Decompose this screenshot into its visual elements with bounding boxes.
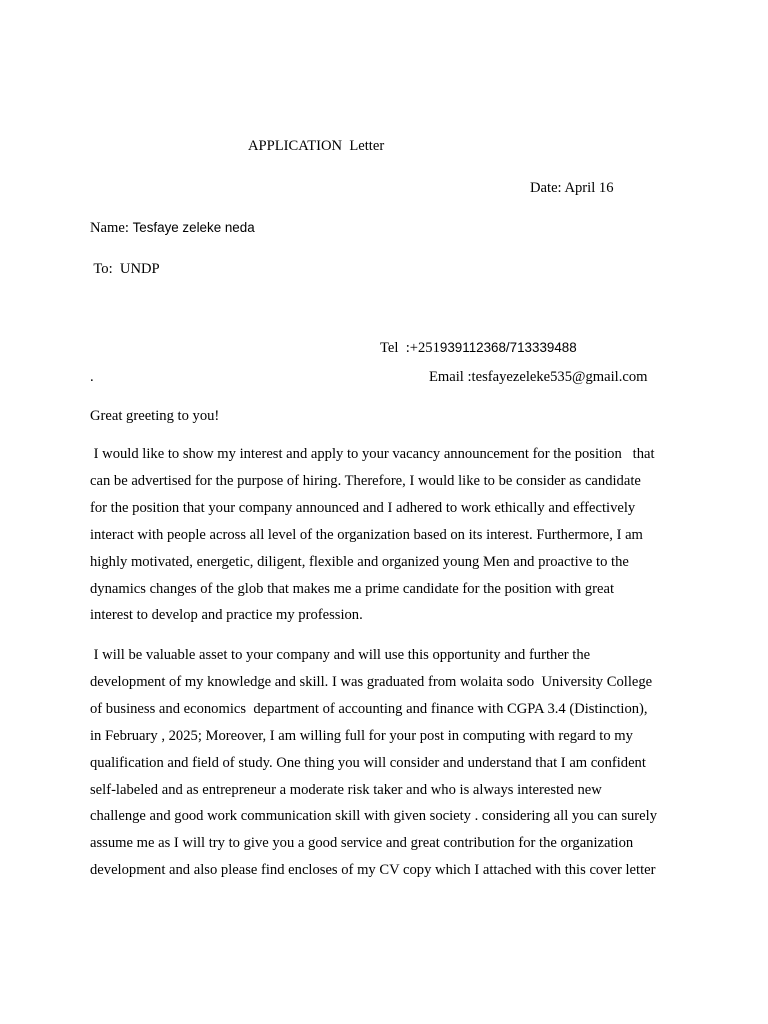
recipient: To: UNDP [90,261,160,277]
sender-name [90,219,255,237]
email: Email :tesfayezeleke535@gmail.com [429,369,648,385]
paragraph-line: highly motivated, energetic, diligent, flexible and organized young Men and proactive to the [90,553,629,570]
paragraph-line: I would like to show my interest and apply to your vacancy announcement for the position that [90,446,655,462]
paragraph-line: development and also please find encloses of my CV copy which I attached with this cover letter [90,862,656,879]
paragraph-line: dynamics changes of the glob that makes me a prime candidate for the position with great [90,580,614,597]
paragraph-interest [90,441,690,629]
paragraph-line: of business and economics department of accounting and finance with CGPA 3.4 (Distinction), [90,700,648,717]
letter-heading: APPLICATION Letter [248,138,385,154]
greeting: Great greeting to you! [90,408,220,424]
name-value: Tesfaye zeleke neda [132,220,255,235]
paragraph-line: challenge and good work communication skill with given society . considering all you can surely [90,808,657,825]
telephone [380,339,577,357]
paragraph-line: I will be valuable asset to your company and will use this opportunity and further the [90,647,591,663]
tel-value: 939112368/713339488 [439,340,577,355]
stray-dot: . [90,369,94,385]
paragraph-line: development of my knowledge and skill. I was graduated from wolaita sodo University College [90,673,653,690]
tel-label: Tel :+251 [380,340,440,356]
paragraph-line: assume me as I will try to give you a good service and great contribution for the organization [90,835,634,852]
paragraph-line: in February , 2025; Moreover, I am willing full for your post in computing with regard to my [90,727,633,744]
paragraph-line: can be advertised for the purpose of hiring. Therefore, I would like to be consider as candidate [90,472,641,489]
letter-date: Date: April 16 [530,180,614,196]
paragraph-qualifications [90,642,690,884]
paragraph-line: interact with people across all level of the organization based on its interest. Furthermore, I am [90,526,643,543]
name-label: Name: [90,220,133,236]
paragraph-line: self-labeled and as entrepreneur a moderate risk taker and who is always interested new [90,781,602,798]
paragraph-line: interest to develop and practice my profession. [90,607,363,624]
paragraph-line: qualification and field of study. One thing you will consider and understand that I am confident [90,754,646,771]
paragraph-line: for the position that your company announced and I adhered to work ethically and effectively [90,499,636,516]
